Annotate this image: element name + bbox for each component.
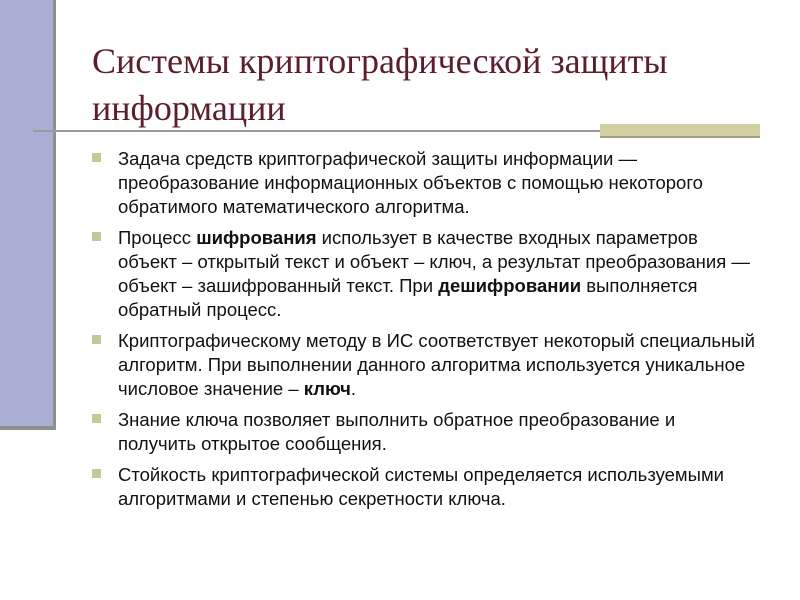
bullet-item bbox=[92, 147, 757, 219]
bold-term: дешифровании bbox=[438, 275, 582, 296]
bullet-text bbox=[118, 409, 675, 454]
bullet-item bbox=[92, 226, 757, 322]
bullet-item bbox=[92, 463, 757, 511]
side-bar-bottom-shadow bbox=[0, 426, 56, 430]
square-bullet-icon bbox=[92, 335, 101, 344]
text-run: Знание ключа позволяет выполнить обратное преобразование и получить открытое сообщения. bbox=[118, 409, 676, 454]
square-bullet-icon bbox=[92, 414, 101, 423]
bullet-text bbox=[118, 464, 724, 509]
text-run: . bbox=[350, 378, 356, 399]
bullet-text bbox=[118, 148, 703, 217]
bullet-item bbox=[92, 408, 757, 456]
text-run: Криптографическому методу в ИС соответствует некоторый специальный алгоритм. При выполнении данного алгоритма используется уникальное числовое значение – bbox=[118, 330, 755, 399]
square-bullet-icon bbox=[92, 153, 101, 162]
square-bullet-icon bbox=[92, 232, 101, 241]
accent-block bbox=[600, 124, 760, 138]
text-run: Процесс bbox=[118, 227, 197, 248]
slide-title: Системы криптографической защиты информации bbox=[92, 41, 668, 128]
text-run: использует в качестве входных параметров объект – открытый текст и объект – ключ, а результат преобразования — объект – зашифрованный текст. При bbox=[118, 227, 750, 296]
bullet-text bbox=[118, 330, 755, 399]
bullet-item bbox=[92, 329, 757, 401]
bold-term: ключ bbox=[303, 378, 351, 399]
bold-term: шифрования bbox=[196, 227, 317, 248]
decorative-side-bar bbox=[0, 0, 53, 428]
text-run: выполняется обратный процесс. bbox=[118, 275, 698, 320]
side-bar-shadow bbox=[53, 0, 56, 430]
square-bullet-icon bbox=[92, 469, 101, 478]
text-run: Задача средств криптографической защиты информации — преобразование информационных объектов с помощью некоторого обратимого математического алгоритма. bbox=[118, 148, 703, 217]
bullet-text bbox=[118, 227, 750, 320]
bullet-list bbox=[92, 147, 757, 518]
text-run: Стойкость криптографической системы определяется используемыми алгоритмами и степенью секретности ключа. bbox=[118, 464, 724, 509]
